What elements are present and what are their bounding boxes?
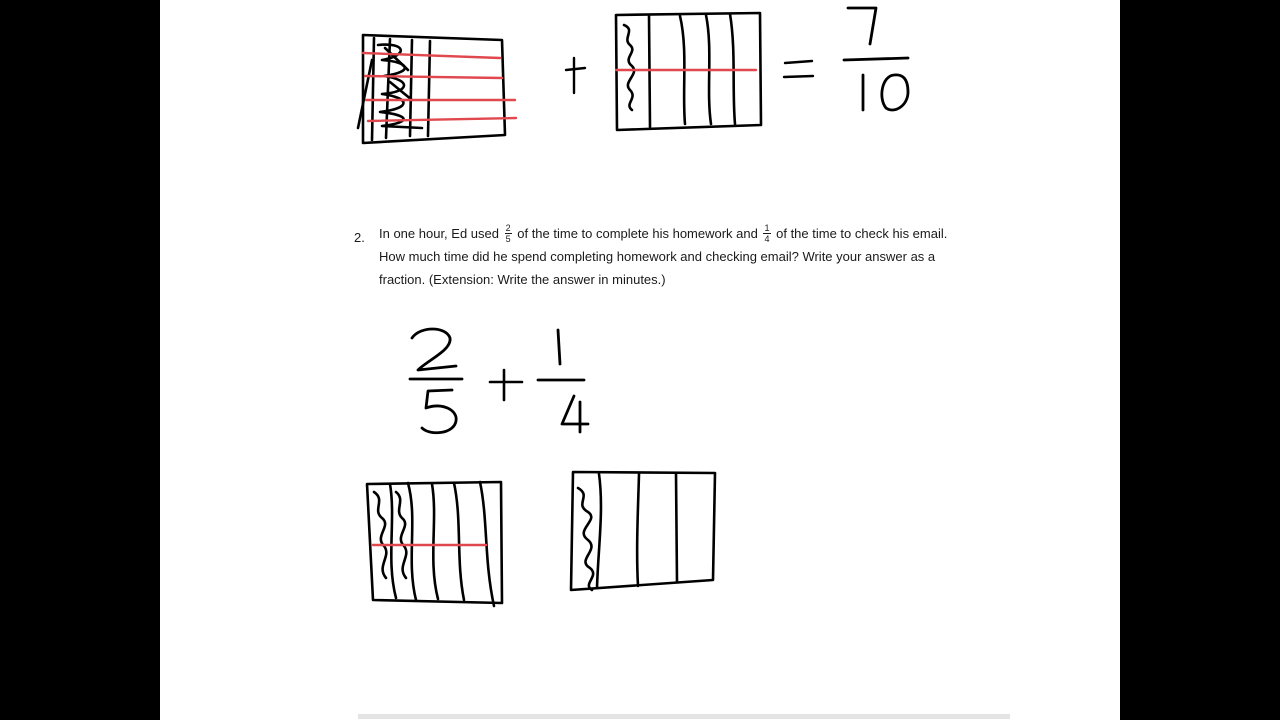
problem-line-1 xyxy=(379,222,969,245)
fraction-numerator: 2 xyxy=(505,223,511,234)
problem-number: 2. xyxy=(354,230,365,245)
fraction-denominator: 5 xyxy=(505,234,511,245)
worksheet-page xyxy=(160,0,1120,720)
problem-line-1-c: of the time to check his email. xyxy=(772,226,948,241)
top-result-fraction xyxy=(844,8,908,110)
problem-line-1-b: of the time to complete his homework and xyxy=(513,226,762,241)
handwritten-two-fifths xyxy=(410,329,462,433)
problem-line-2: How much time did he spend completing homework and checking email? Write your answer as a xyxy=(379,249,936,265)
page-bottom-divider xyxy=(358,714,1010,719)
fraction-two-fifths xyxy=(505,223,512,244)
top-plus-sign xyxy=(566,58,585,93)
top-left-area-model xyxy=(358,35,505,143)
top-equals-sign xyxy=(784,61,813,77)
handwritten-one-fourth xyxy=(538,330,588,432)
handwriting-layer xyxy=(160,0,1120,720)
problem-text xyxy=(379,222,969,291)
handwritten-plus-sign xyxy=(490,370,522,400)
problem-line-3: fraction. (Extension: Write the answer in minutes.) xyxy=(379,272,666,288)
fraction-numerator: 1 xyxy=(764,223,770,234)
fraction-denominator: 4 xyxy=(764,234,770,245)
fraction-one-fourth xyxy=(763,223,770,244)
top-right-area-model xyxy=(616,13,761,130)
problem-line-1-a: In one hour, Ed used xyxy=(379,226,503,241)
bottom-right-area-model xyxy=(571,472,715,590)
